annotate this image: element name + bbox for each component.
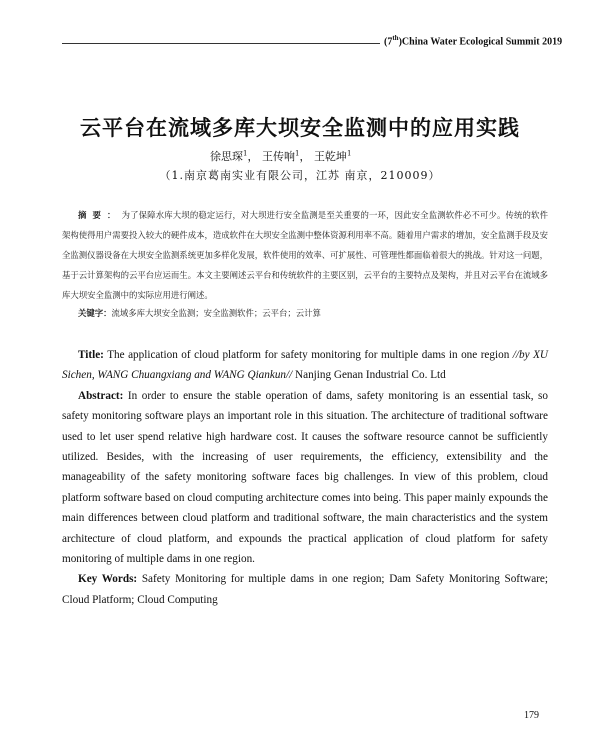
keywords-label: 关键字： [78,308,112,318]
paper-title: 云平台在流域多库大坝安全监测中的应用实践 [80,115,520,140]
english-abstract-block [62,345,548,610]
page-number: 179 [524,710,539,721]
running-header: (7th)China Water Ecological Summit 2019 [384,34,563,48]
english-title-line: Title: The application of cloud platform for safety monitoring for multiple dams in one region //by XU Sichen, WANG Chuangxiang and WANG Qiankun// Nanjing Genan Industrial Co. Ltd [62,349,548,382]
english-abstract: Abstract: In order to ensure the stable operation of dams, safety monitoring is an essential task, so safety monitoring software plays an important role in this situation. The architecture of traditional software used to let user spend relative high hardware cost. It causes the software resource cannot be sufficiently utilized. Besides, with the increasing of user requirements, the efficiency, extensibility and the manageability of the safety monitoring software faces big challenges. In view of this problem, cloud platform software based on cloud computing architecture comes into being. This paper mainly expounds the main differences between cloud platform and traditional software, the main characteristics and the system architecture of cloud platform, and expounds the practical application of cloud platform for safety monitoring of multiple dams in one region. [62,389,548,566]
header-rule-dash [300,43,380,45]
english-keywords: Key Words: Safety Monitoring for multiple dams in one region; Dam Safety Monitoring Software; Cloud Platform; Cloud Computing [62,573,548,606]
keywords-text: 流域多库大坝安全监测；安全监测软件；云平台；云计算 [111,308,321,318]
author-name: 王传响 [261,150,295,163]
chinese-keywords [78,307,548,319]
chinese-abstract [62,205,548,305]
abstract-label: 摘要： [78,210,122,220]
author-name: 徐思琛 [210,150,243,163]
affiliation: （1.南京葛南实业有限公司，江苏 南京，210009） [159,169,441,182]
author-name: 王乾坤 [313,150,347,163]
author-list: 徐思琛$^1$， 王传响$^1$， 王乾坤$^1$ [210,149,352,163]
abstract-text: 为了保障水库大坝的稳定运行，对大坝进行安全监测是至关重要的一环，因此安全监测软件必不可少。传统的软件架构使得用户需要投入较大的硬件成本，造成软件在大坝安全监测中整体资源利用率不高。随着用户需求的增加，安全监测手段及安全监测仪器设备在大坝安全监测系统更加多样化发展，软件使用的效率、可扩展性、可管理性都面临着很大的挑战。针对这一问题，基于云计算架构的云平台应运而生。本文主要阐述云平台和传统软件的主要区别，云平台的主要特点及架构，并且对云平台在流域多库大坝安全监测中的实际应用进行阐述。 [62,210,548,300]
